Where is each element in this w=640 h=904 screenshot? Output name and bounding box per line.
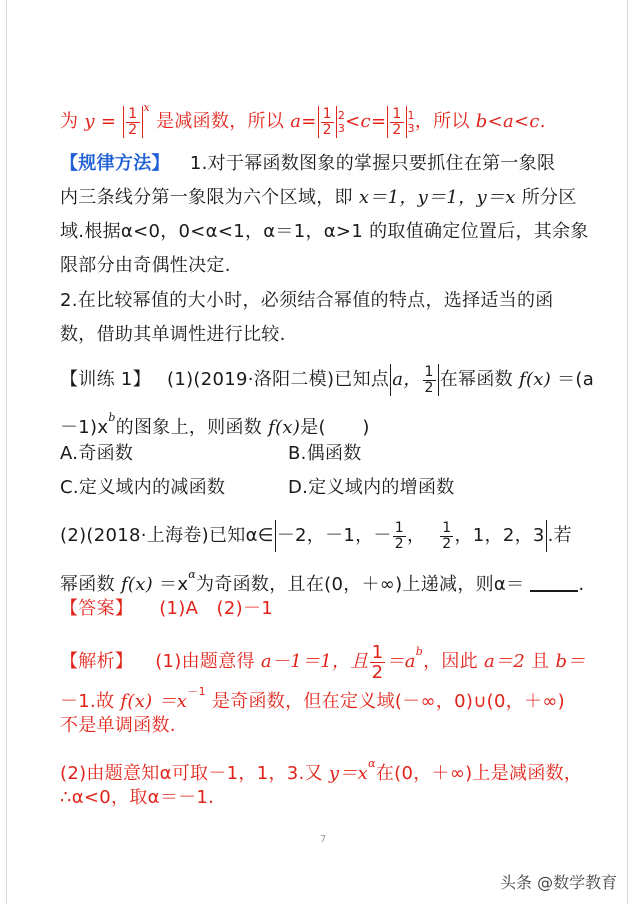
var-y: y	[84, 111, 95, 132]
solution-line-4	[60, 752, 600, 786]
method-label: 【规律方法】	[60, 153, 170, 174]
text: 在(0，＋∞)上是减函数，	[375, 763, 583, 784]
option-d: D.定义域内的增函数	[288, 477, 455, 498]
text: ＝x	[159, 574, 189, 595]
math: ＝x	[158, 691, 188, 712]
bracket	[336, 106, 337, 138]
exponent: α	[188, 568, 197, 581]
method-line-3	[60, 220, 600, 244]
bracket	[406, 106, 407, 138]
text: <	[345, 111, 361, 132]
exercise-line-2	[60, 406, 600, 440]
text: ＝(a	[557, 369, 595, 390]
math: b＝	[555, 651, 586, 672]
method-line-4	[60, 254, 600, 278]
text: (1)由题意得	[155, 651, 255, 672]
answer-label: 【答案】	[60, 598, 134, 619]
option-c: C.定义域内的减函数	[60, 477, 226, 498]
bracket	[275, 520, 276, 552]
bracket	[123, 106, 124, 138]
text: 1.对于幂函数图象的掌握只要抓住在第一象限	[189, 153, 556, 174]
fraction: $\frac{1}{2}$	[322, 105, 332, 138]
solution-line-1	[60, 640, 600, 682]
bracket	[438, 364, 439, 396]
bracket	[318, 106, 319, 138]
solution-label: 【解析】	[60, 651, 134, 672]
fraction: $\frac{1}{2}$	[128, 105, 138, 138]
text: 域.根据α<0，0<α<1，α＝1，α>1 的取值确定位置后，其余象	[60, 221, 589, 242]
solution-line-5	[60, 786, 600, 810]
text: (2)由题意知α可取－1，1，3.又	[60, 763, 323, 784]
text: 是( )	[300, 417, 370, 438]
fraction: $\frac{1}{2}$	[442, 519, 452, 552]
math: a＝2	[484, 651, 526, 672]
exercise-line-1	[60, 364, 600, 396]
text: (1)(2019·洛阳二模)已知点	[167, 369, 390, 390]
exponent: 2 3	[337, 109, 346, 135]
exponent: －1	[187, 685, 206, 698]
text: 所分区	[521, 187, 577, 208]
text: 2.在比较幂值的大小时，必须结合幂值的特点，选择适当的函	[60, 290, 554, 311]
bracket	[142, 106, 143, 138]
text: 数，借助其单调性进行比较.	[60, 324, 286, 345]
math: a，	[392, 369, 422, 390]
solution-line-2	[60, 680, 600, 714]
math: f(x)	[120, 574, 153, 595]
watermark: 头条 @数学教育	[500, 873, 618, 892]
text: －1.故	[60, 691, 115, 712]
text: 幂函数	[60, 574, 115, 595]
fraction: $\frac{1}{2}$	[392, 105, 402, 138]
text: 为奇函数，且在(0，＋∞)上递减，则α＝	[196, 574, 525, 595]
page-number: 7	[320, 834, 327, 845]
exponent: α	[368, 757, 376, 770]
answer-text: (1)A (2)－1	[159, 598, 273, 619]
method-line-1	[60, 152, 600, 176]
math: y＝x	[328, 763, 369, 784]
exercise-label: 【训练 1】	[60, 369, 151, 390]
text: －1)x	[60, 417, 109, 438]
text: .若	[547, 525, 572, 546]
text: ，因此	[423, 651, 478, 672]
text: (2)(2018·上海卷)已知α∈	[60, 525, 274, 546]
option-row-1	[60, 442, 600, 466]
text: 不是单调函数.	[60, 715, 176, 736]
var-a: a	[290, 111, 302, 132]
text: ，	[406, 525, 426, 546]
exponent: b	[415, 645, 424, 658]
fraction: $\frac{1}{2}$	[394, 519, 404, 552]
math: f(x)	[518, 369, 552, 390]
method-line-2	[60, 186, 600, 210]
math: a－1＝1，且	[260, 651, 369, 672]
option-b: B.偶函数	[288, 443, 362, 464]
math: x＝1，y＝1，y＝x	[358, 187, 516, 208]
method-line-6	[60, 323, 600, 347]
option-row-2	[60, 476, 600, 500]
solution-conclusion-line	[60, 96, 600, 138]
answer-line	[60, 597, 600, 621]
option-a: A.奇函数	[60, 443, 134, 464]
text: .	[578, 574, 585, 595]
var-c: c	[360, 111, 371, 132]
math: f(x)	[120, 691, 153, 712]
math: ＝a	[386, 651, 416, 672]
text: 在幂函数	[439, 369, 513, 390]
text: 限部分由奇偶性决定.	[60, 255, 231, 276]
text: ∴α<0，取α＝－1.	[60, 787, 215, 808]
solution-line-3	[60, 714, 600, 738]
answer-blank	[530, 574, 578, 592]
text: ，1，2，3	[454, 525, 545, 546]
bracket	[387, 106, 388, 138]
fraction: $\frac{1}{2}$	[371, 641, 384, 683]
conclusion: b<a<c.	[475, 111, 546, 132]
text: =	[370, 111, 387, 132]
text: =	[301, 111, 317, 132]
text: －2，－1，－	[276, 525, 392, 546]
text: 的图象上，则函数	[115, 417, 263, 438]
text: 且	[531, 651, 550, 672]
page-border-left	[6, 0, 7, 904]
text: 为	[60, 111, 79, 132]
text: =	[100, 111, 117, 132]
exponent: b	[108, 411, 116, 424]
text: 内三条线分第一象限为六个区域，即	[60, 187, 353, 208]
text: ，所以	[414, 111, 470, 132]
fraction: $\frac{1}{2}$	[424, 363, 434, 396]
exercise-line-q2	[60, 520, 600, 552]
text: 是奇函数，但在定义域(－∞，0)∪(0，＋∞)	[211, 691, 565, 712]
math: f(x)	[268, 417, 301, 438]
exercise-line-q2b	[60, 563, 600, 597]
bracket	[546, 520, 547, 552]
page-border-right	[627, 0, 628, 904]
exponent: 1 3	[407, 109, 415, 135]
text: 是减函数，所以	[156, 111, 285, 132]
method-line-5	[60, 289, 600, 313]
exponent: x	[143, 101, 151, 114]
